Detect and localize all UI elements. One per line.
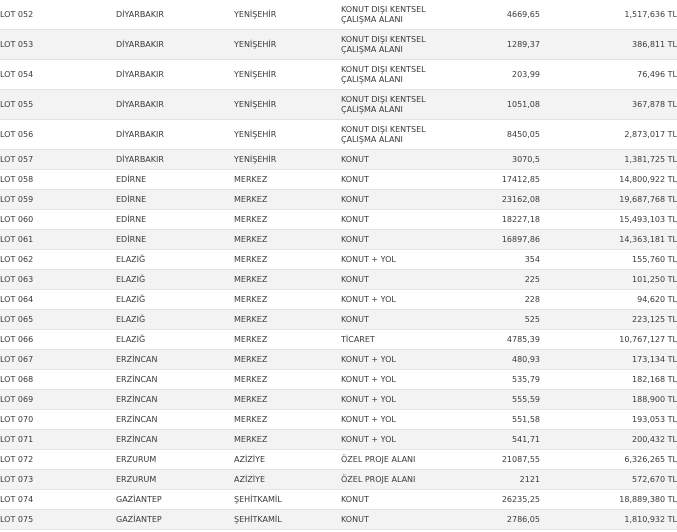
- table-row: [0, 230, 677, 250]
- province-cell: ELAZIĞ: [116, 274, 146, 284]
- lot-no-cell: LOT 075: [0, 514, 34, 524]
- district-cell: AZİZİYE: [234, 454, 266, 464]
- district-cell: YENİŞEHİR: [234, 9, 277, 19]
- table-row: [0, 170, 677, 190]
- area-cell: 535,79: [512, 374, 540, 384]
- zoning-cell: KONUT: [341, 514, 369, 524]
- area-cell: 551,58: [512, 414, 540, 424]
- table-row: [0, 120, 677, 150]
- area-cell: 8450,05: [506, 129, 540, 139]
- table-row: [0, 470, 677, 490]
- zoning-cell: KONUT + YOL: [341, 374, 396, 384]
- area-cell: 354: [524, 254, 540, 264]
- lot-no-cell: LOT 071: [0, 434, 34, 444]
- price-cell: 19,687,768 TL: [619, 194, 677, 204]
- price-cell: 1,517,636 TL: [624, 9, 677, 19]
- lot-no-cell: LOT 060: [0, 214, 34, 224]
- lot-no-cell: LOT 065: [0, 314, 34, 324]
- zoning-cell: KONUT + YOL: [341, 434, 396, 444]
- table-row: [0, 60, 677, 90]
- table-row: [0, 290, 677, 310]
- lot-no-cell: LOT 062: [0, 254, 34, 264]
- province-cell: ERZİNCAN: [116, 374, 158, 384]
- district-cell: MERKEZ: [234, 374, 268, 384]
- district-cell: MERKEZ: [234, 294, 268, 304]
- price-cell: 101,250 TL: [632, 274, 677, 284]
- area-cell: 1051,08: [506, 99, 540, 109]
- province-cell: ERZURUM: [116, 474, 157, 484]
- price-cell: 188,900 TL: [632, 394, 677, 404]
- area-cell: 555,59: [512, 394, 540, 404]
- zoning-cell: KONUT: [341, 274, 369, 284]
- district-cell: MERKEZ: [234, 414, 268, 424]
- lot-no-cell: LOT 074: [0, 494, 34, 504]
- lot-no-cell: LOT 059: [0, 194, 34, 204]
- table-row: [0, 510, 677, 530]
- price-cell: 2,873,017 TL: [624, 129, 677, 139]
- zoning-cell: KONUT: [341, 314, 369, 324]
- lot-no-cell: LOT 068: [0, 374, 34, 384]
- province-cell: ELAZIĞ: [116, 254, 146, 264]
- area-cell: 3070,5: [512, 154, 540, 164]
- lot-no-cell: LOT 072: [0, 454, 34, 464]
- area-cell: 17412,85: [501, 174, 540, 184]
- table-row: [0, 90, 677, 120]
- zoning-cell: KONUT: [341, 494, 369, 504]
- district-cell: MERKEZ: [234, 194, 268, 204]
- province-cell: DİYARBAKIR: [116, 154, 164, 164]
- province-cell: EDİRNE: [116, 214, 147, 224]
- province-cell: ERZİNCAN: [116, 434, 158, 444]
- province-cell: EDİRNE: [116, 194, 147, 204]
- table-row: [0, 270, 677, 290]
- table-row: [0, 430, 677, 450]
- zoning-cell: KONUT DIŞI KENTSEL ÇALIŞMA ALANI: [341, 34, 426, 54]
- table-row: [0, 150, 677, 170]
- zoning-cell: ÖZEL PROJE ALANI: [341, 474, 416, 484]
- district-cell: YENİŞEHİR: [234, 99, 277, 109]
- area-cell: 26235,25: [501, 494, 540, 504]
- area-cell: 1289,37: [506, 39, 540, 49]
- area-cell: 203,99: [512, 69, 540, 79]
- zoning-cell: KONUT + YOL: [341, 414, 396, 424]
- province-cell: EDİRNE: [116, 174, 147, 184]
- price-cell: 14,800,922 TL: [619, 174, 677, 184]
- district-cell: AZİZİYE: [234, 474, 266, 484]
- table-row: [0, 390, 677, 410]
- table-row: [0, 30, 677, 60]
- area-cell: 4785,39: [506, 334, 540, 344]
- table-row: [0, 350, 677, 370]
- district-cell: MERKEZ: [234, 234, 268, 244]
- area-cell: 225: [524, 274, 540, 284]
- zoning-cell: KONUT DIŞI KENTSEL ÇALIŞMA ALANI: [341, 94, 426, 114]
- price-cell: 223,125 TL: [632, 314, 677, 324]
- price-cell: 14,363,181 TL: [619, 234, 677, 244]
- province-cell: DİYARBAKIR: [116, 39, 164, 49]
- district-cell: YENİŞEHİR: [234, 69, 277, 79]
- province-cell: DİYARBAKIR: [116, 69, 164, 79]
- district-cell: MERKEZ: [234, 174, 268, 184]
- zoning-cell: KONUT DIŞI KENTSEL ÇALIŞMA ALANI: [341, 4, 426, 24]
- zoning-cell: KONUT: [341, 214, 369, 224]
- lot-no-cell: LOT 066: [0, 334, 34, 344]
- district-cell: ŞEHİTKAMİL: [234, 514, 282, 524]
- price-cell: 10,767,127 TL: [619, 334, 677, 344]
- price-cell: 15,493,103 TL: [619, 214, 677, 224]
- province-cell: ERZİNCAN: [116, 414, 158, 424]
- district-cell: MERKEZ: [234, 354, 268, 364]
- district-cell: MERKEZ: [234, 314, 268, 324]
- area-cell: 228: [524, 294, 540, 304]
- district-cell: MERKEZ: [234, 434, 268, 444]
- price-cell: 155,760 TL: [632, 254, 677, 264]
- table-row: [0, 490, 677, 510]
- zoning-cell: KONUT + YOL: [341, 394, 396, 404]
- province-cell: ELAZIĞ: [116, 334, 146, 344]
- district-cell: MERKEZ: [234, 334, 268, 344]
- province-cell: DİYARBAKIR: [116, 9, 164, 19]
- lot-no-cell: LOT 057: [0, 154, 34, 164]
- province-cell: ELAZIĞ: [116, 314, 146, 324]
- lot-no-cell: LOT 055: [0, 99, 34, 109]
- zoning-cell: KONUT DIŞI KENTSEL ÇALIŞMA ALANI: [341, 64, 426, 84]
- table-row: [0, 310, 677, 330]
- price-cell: 6,326,265 TL: [624, 454, 677, 464]
- price-cell: 1,381,725 TL: [624, 154, 677, 164]
- zoning-cell: ÖZEL PROJE ALANI: [341, 454, 416, 464]
- table-row: [0, 330, 677, 350]
- zoning-cell: KONUT + YOL: [341, 254, 396, 264]
- area-cell: 541,71: [512, 434, 540, 444]
- district-cell: YENİŞEHİR: [234, 154, 277, 164]
- district-cell: YENİŞEHİR: [234, 39, 277, 49]
- lot-no-cell: LOT 061: [0, 234, 34, 244]
- district-cell: YENİŞEHİR: [234, 129, 277, 139]
- district-cell: ŞEHİTKAMİL: [234, 494, 282, 504]
- district-cell: MERKEZ: [234, 394, 268, 404]
- zoning-cell: KONUT: [341, 234, 369, 244]
- table-row: [0, 190, 677, 210]
- price-cell: 572,670 TL: [632, 474, 677, 484]
- area-cell: 525: [524, 314, 540, 324]
- province-cell: ERZİNCAN: [116, 354, 158, 364]
- lot-no-cell: LOT 053: [0, 39, 34, 49]
- lot-no-cell: LOT 063: [0, 274, 34, 284]
- zoning-cell: KONUT + YOL: [341, 354, 396, 364]
- table-row: [0, 250, 677, 270]
- district-cell: MERKEZ: [234, 254, 268, 264]
- province-cell: DİYARBAKIR: [116, 129, 164, 139]
- price-cell: 193,053 TL: [632, 414, 677, 424]
- price-cell: 200,432 TL: [632, 434, 677, 444]
- table-row: [0, 0, 677, 30]
- area-cell: 21087,55: [501, 454, 540, 464]
- zoning-cell: KONUT: [341, 154, 369, 164]
- area-cell: 16897,86: [501, 234, 540, 244]
- lot-no-cell: LOT 054: [0, 69, 34, 79]
- area-cell: 480,93: [512, 354, 540, 364]
- price-cell: 386,811 TL: [632, 39, 677, 49]
- lot-no-cell: LOT 052: [0, 9, 34, 19]
- price-cell: 182,168 TL: [632, 374, 677, 384]
- area-cell: 23162,08: [501, 194, 540, 204]
- zoning-cell: KONUT: [341, 174, 369, 184]
- lot-no-cell: LOT 056: [0, 129, 34, 139]
- province-cell: EDİRNE: [116, 234, 147, 244]
- price-cell: 173,134 TL: [632, 354, 677, 364]
- area-cell: 4669,65: [506, 9, 540, 19]
- lot-no-cell: LOT 069: [0, 394, 34, 404]
- province-cell: GAZİANTEP: [116, 494, 162, 504]
- lot-no-cell: LOT 070: [0, 414, 34, 424]
- price-cell: 94,620 TL: [637, 294, 677, 304]
- area-cell: 2786,05: [506, 514, 540, 524]
- district-cell: MERKEZ: [234, 214, 268, 224]
- zoning-cell: KONUT: [341, 194, 369, 204]
- table-row: [0, 410, 677, 430]
- district-cell: MERKEZ: [234, 274, 268, 284]
- zoning-cell: TİCARET: [341, 334, 375, 344]
- province-cell: DİYARBAKIR: [116, 99, 164, 109]
- price-cell: 18,889,380 TL: [619, 494, 677, 504]
- lot-no-cell: LOT 058: [0, 174, 34, 184]
- table-row: [0, 450, 677, 470]
- price-cell: 367,878 TL: [632, 99, 677, 109]
- province-cell: ERZİNCAN: [116, 394, 158, 404]
- province-cell: ELAZIĞ: [116, 294, 146, 304]
- lot-no-cell: LOT 067: [0, 354, 34, 364]
- zoning-cell: KONUT DIŞI KENTSEL ÇALIŞMA ALANI: [341, 124, 426, 144]
- price-cell: 1,810,932 TL: [624, 514, 677, 524]
- zoning-cell: KONUT + YOL: [341, 294, 396, 304]
- province-cell: GAZİANTEP: [116, 514, 162, 524]
- area-cell: 2121: [519, 474, 540, 484]
- price-cell: 76,496 TL: [637, 69, 677, 79]
- table-row: [0, 210, 677, 230]
- lot-no-cell: LOT 064: [0, 294, 34, 304]
- area-cell: 18227,18: [501, 214, 540, 224]
- lot-no-cell: LOT 073: [0, 474, 34, 484]
- province-cell: ERZURUM: [116, 454, 157, 464]
- table-row: [0, 370, 677, 390]
